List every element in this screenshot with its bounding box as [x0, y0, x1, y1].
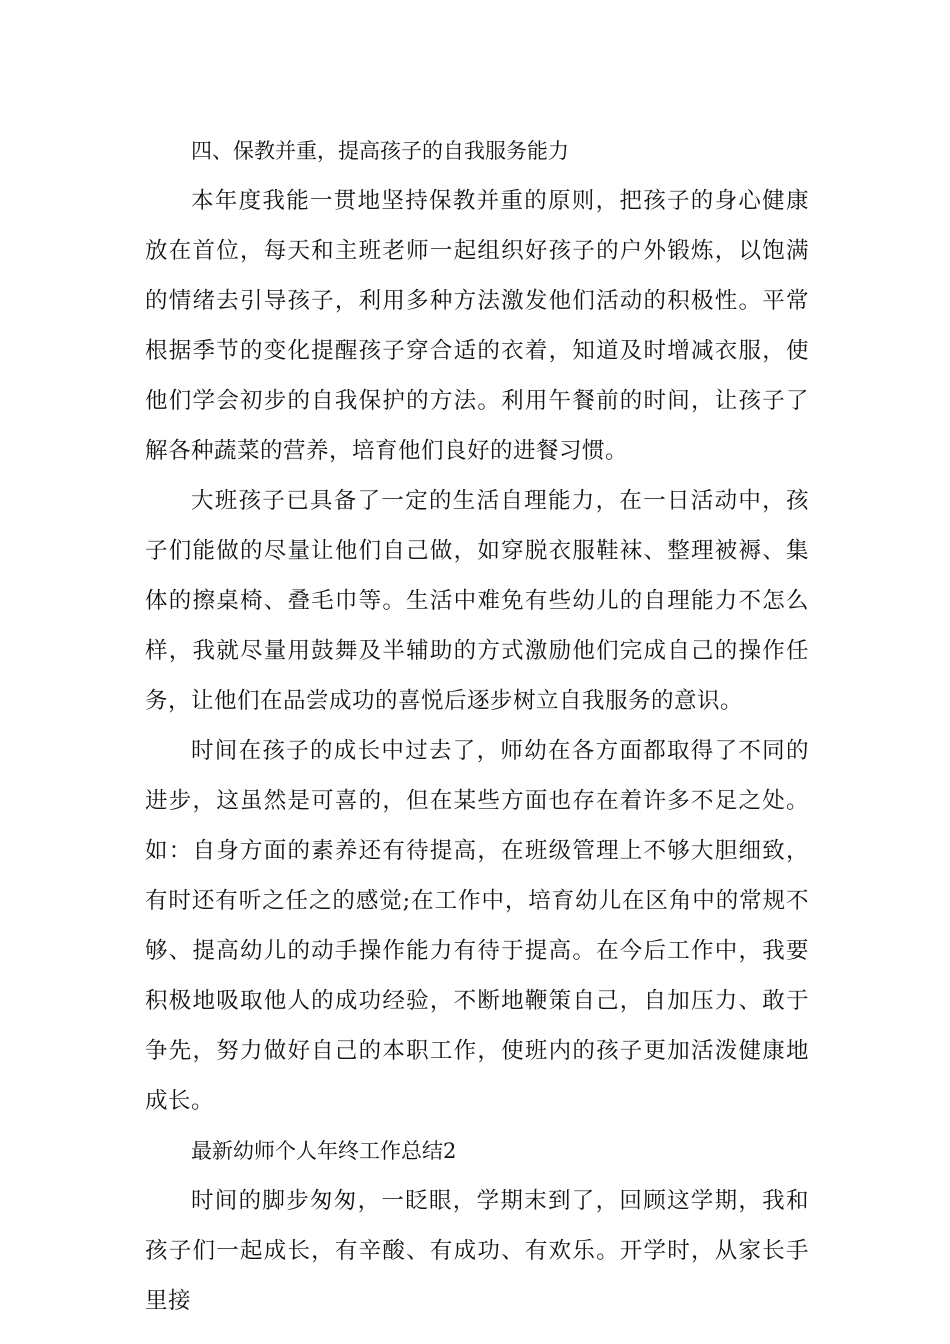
article-title-2: 最新幼师个人年终工作总结2 [191, 1139, 457, 1163]
document-body [145, 126, 809, 1326]
paragraph-health: 本年度我能一贯地坚持保教并重的原则，把孩子的身心健康放在首位，每天和主班老师一起组织好孩子的户外锻炼，以饱满的情绪去引导孩子，利用多种方法激发他们活动的积极性。平常根据季节的变化提醒孩子穿合适的衣着，知道及时增减衣服，使他们学会初步的自我保护的方法。利用午餐前的时间，让孩子了解各种蔬菜的营养，培育他们良好的进餐习惯。 [145, 188, 809, 464]
section-heading: 四、保教并重，提高孩子的自我服务能力 [191, 139, 569, 163]
paragraph-semester-review: 时间的脚步匆匆，一眨眼，学期末到了，回顾这学期，我和孩子们一起成长，有辛酸、有成功、有欢乐。开学时，从家长手里接 [145, 1188, 809, 1314]
paragraph-reflection: 时间在孩子的成长中过去了，师幼在各方面都取得了不同的进步，这虽然是可喜的，但在某些方面也存在着许多不足之处。如：自身方面的素养还有待提高，在班级管理上不够大胆细致，有时还有听之任之的感觉;在工作中，培育幼儿在区角中的常规不够、提高幼儿的动手操作能力有待于提高。在今后工作中，我要积极地吸取他人的成功经验，不断地鞭策自己，自加压力、敢于争先，努力做好自己的本职工作，使班内的孩子更加活泼健康地成长。 [145, 738, 809, 1114]
paragraph-self-care: 大班孩子已具备了一定的生活自理能力，在一日活动中，孩子们能做的尽量让他们自己做，如穿脱衣服鞋袜、整理被褥、集体的擦桌椅、叠毛巾等。生活中难免有些幼儿的自理能力不怎么样，我就尽量用鼓舞及半辅助的方式激励他们完成自己的操作任务，让他们在品尝成功的喜悦后逐步树立自我服务的意识。 [145, 488, 809, 714]
